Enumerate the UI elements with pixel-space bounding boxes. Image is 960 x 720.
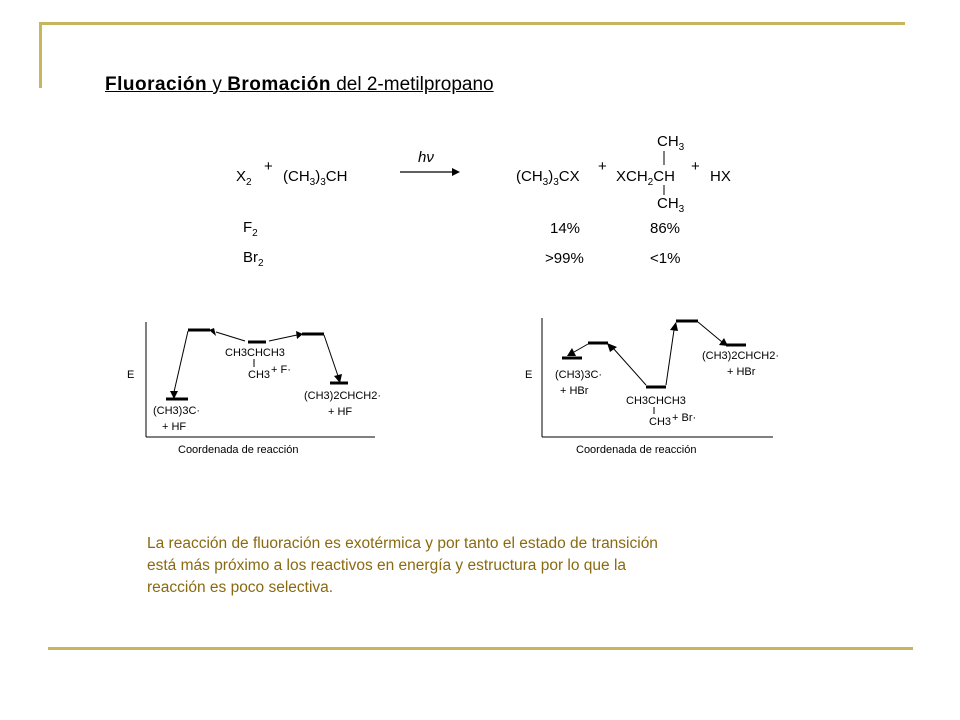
left-product: (CH3)3C·	[153, 405, 201, 417]
plus-1: +	[264, 158, 273, 175]
plus-3: +	[691, 158, 700, 175]
right-plus: + HF	[328, 406, 353, 418]
left-product: (CH3)3C·	[555, 369, 603, 381]
path-right-down	[698, 322, 722, 342]
mid-label: CH3CHCH3	[225, 347, 285, 359]
left-plus: + HF	[162, 421, 187, 433]
f2-tertiary-percent: 14%	[550, 220, 581, 237]
arrowhead-right-down	[719, 338, 728, 346]
ch3-bottom: $CH_3$	[657, 195, 685, 215]
note-line-3: reacción es poco selectiva.	[147, 579, 334, 596]
br2-tertiary-percent: >99%	[545, 250, 584, 267]
plus-2: +	[598, 158, 607, 175]
title-rest: del 2-metilpropano	[330, 74, 494, 95]
path-right-up	[666, 330, 674, 385]
energy-diagram-fluorination	[127, 322, 381, 456]
product-tertiary: $(CH_3)_3CX$	[516, 168, 580, 188]
ch3-top: $CH_3$	[657, 133, 685, 153]
reactant-x2: $X_2$	[236, 168, 252, 188]
arrowhead-right-up	[296, 331, 303, 339]
mid-label-b: CH3	[649, 416, 672, 428]
axis-e-label: E	[525, 369, 533, 381]
f2-primary-percent: 86%	[650, 220, 681, 237]
title-bromacion: Bromación	[227, 74, 331, 95]
left-plus: + HBr	[560, 385, 589, 397]
path-left-up	[613, 348, 646, 385]
right-product: (CH3)2CHCH2·	[702, 350, 780, 362]
hv-label: hν	[418, 149, 434, 166]
title-y: y	[207, 74, 228, 95]
explanation-note	[147, 533, 787, 599]
product-primary: $XCH_2CH$	[616, 168, 675, 188]
product-hx: HX	[710, 168, 731, 185]
reaction-equation	[236, 133, 731, 269]
mid-plus: + F·	[271, 364, 291, 376]
br2-primary-percent: <1%	[650, 250, 681, 267]
path-left-down	[574, 344, 588, 352]
axis-x-label: Coordenada de reacción	[576, 444, 697, 456]
title-fluoracion: Fluoración	[105, 74, 208, 95]
reactant-alkane: $(CH_3)_3CH$	[283, 168, 348, 188]
reagent-br2: $Br_2$	[243, 249, 264, 269]
energy-diagram-bromination	[525, 318, 779, 456]
note-line-2: está más próximo a los reactivos en energía y estructura por lo que la	[147, 557, 627, 574]
path-right-down	[324, 335, 338, 376]
axis-e-label: E	[127, 369, 135, 381]
note-line-1: La reacción de fluoración es exotérmica y por tanto el estado de transición	[147, 535, 658, 552]
right-plus: + HBr	[727, 366, 756, 378]
path-left-down	[174, 331, 188, 392]
mid-label: CH3CHCH3	[626, 395, 686, 407]
arrowhead-left-up	[209, 328, 216, 336]
reaction-arrowhead	[452, 168, 460, 176]
right-product: (CH3)2CHCH2·	[304, 390, 382, 402]
mid-plus: + Br·	[672, 412, 697, 424]
reagent-f2: $F_2$	[243, 219, 258, 239]
path-left-up	[216, 332, 245, 341]
arrowhead-right-up	[670, 322, 678, 331]
axis-x-label: Coordenada de reacción	[178, 444, 299, 456]
path-right-up	[269, 335, 297, 341]
mid-label-b: CH3	[248, 369, 271, 381]
